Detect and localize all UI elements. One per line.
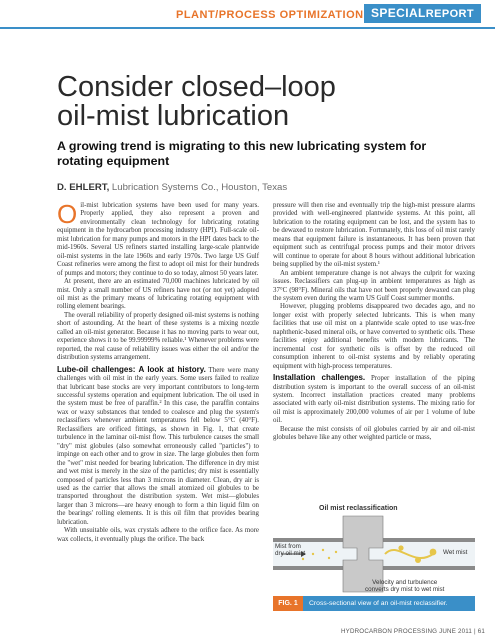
inlet-label [275, 543, 305, 557]
wet-mist-particle [398, 545, 403, 550]
paragraph: With unsuitable oils, wax crystals adhere to the orifice face. As more wax collects, it eventually plugs the orifice. The back [57, 527, 259, 543]
special-report-tag [364, 4, 481, 23]
paragraph-with-subhead [273, 374, 475, 426]
left-column [57, 199, 259, 544]
figure-caption: Cross-sectional view of an oil-mist reclassifier. [309, 600, 448, 607]
author-name: D. EHLERT, [57, 182, 110, 193]
subhead: Installation challenges. [273, 373, 366, 383]
dry-mist-particle [302, 558, 304, 560]
wet-mist-particle [430, 549, 437, 556]
paragraph: However, plugging problems disappeared two decades ago, and no longer exist with properly selected lubricants. This is when many facilities that use oil mist on a plantwide scale opted to use wax-free naphthenic-based mineral oils, or have converted to synthetic oils. These facilities enjoy additional benefits with modern lubricants. The incremental cost for synthetic oils is offset by the reduced oil consumption inherent to oil-mist systems and by reliably operating equipment with high-process temperatures. [273, 303, 475, 370]
section-label: PLANT/PROCESS OPTIMIZATION [176, 9, 364, 21]
dry-mist-particle [322, 549, 324, 551]
turbulence-label [365, 579, 444, 593]
figure-number-tag: FIG. 1 [273, 596, 303, 611]
paragraph: pressure will then rise and eventually trip the high-mist pressure alarms provided with well-engineered plantwide systems. At this point, all lubrication to the rotating equipment can be lost, and the system has to be dewaxed to restore lubrication. Fortunately, this loss of oil mist rarely means that equipment failure is instantaneous. It has been proven that equipment such as centrifugal process pumps and their motor drivers will continue to operate for about 8 hours without additional lubrication being supplied by the oil-mist system.¹ [273, 202, 475, 269]
inlet-label-line: dry oil mist [275, 550, 306, 557]
title-line-1: Consider closed–loop [57, 71, 336, 103]
figure-title: Oil mist reclassification [319, 505, 398, 512]
dry-mist-particle [312, 553, 314, 555]
figure-caption-bar [273, 596, 475, 611]
drop-cap: O [57, 199, 78, 229]
paragraph-text: There were many challenges with oil mist in the early years. Some users failed to realize that lubricant base stocks are very important contributors to long-term successful systems operation and equipment lubrication. The oil used in the system must be free of paraffin.² In this case, the paraffin contains wax or waxy substances that tended to coalesce and plug the system's reclassifiers whenever ambient temperatures fell below 5°C (40°F). Reclassifiers are orificed fittings, as shown in Fig. 1, that create turbulence in the laminar oil-mist flow. This turbulence causes the small "dry" mist globules (also somewhat erroneously called "particles") to impinge on each other and to grow in size. The large globules then form the "wet" mist needed for bearing lubrication. The difference in dry mist and wet mist is merely in the size of the particles; dry mist is essentially composed of particles less than 3 microns in diameter. Clean, dry air is used as the carrier that allows the small atomized oil globules to be transported throughout the distribution system. Wet mist—globules larger than 3 microns—are heavy enough to form a thin liquid film on the bearings' rolling elements. It is this oil film that provides bearing lubrication. [57, 366, 259, 526]
article-title [57, 73, 477, 131]
turbulence-label-line: Velocity and turbulence [372, 579, 438, 586]
paragraph-text: il-mist lubrication systems have been used for many years. Properly applied, they also represent a proven and environmentally clean technology for lubricating rotating equipment in the hydrocarbon processing industry (HPI). Full-scale oil-mist lubrication for many pumps and motors in the HPI dates back to the mid-1960s. Several US refiners started installing large-scale plantwide oil-mist systems in the late 1960s and early 1970s. Two large US Gulf Coast refineries were among the first to adopt oil mist for their hundreds of pumps and motors; they continue to do so today, almost 50 years later. [57, 202, 259, 277]
dry-mist-particle [328, 557, 330, 559]
tag-part2: REPORT [425, 8, 474, 20]
turbulence-label-line: converts dry mist to wet mist [365, 586, 445, 593]
author-affiliation: Lubrication Systems Co., Houston, Texas [111, 182, 288, 193]
paragraph: Because the mist consists of oil globules carried by air and oil-mist globules behave like any other weighted particle or mass, [273, 425, 475, 442]
outlet-label: Wet mist [443, 549, 468, 556]
header-rule [0, 27, 495, 29]
tag-part1: SPECIAL [370, 6, 426, 20]
page-footer: HYDROCARBON PROCESSING JUNE 2011 | 61 [340, 628, 485, 635]
right-column [273, 202, 475, 443]
article-deck: A growing trend is migrating to this new lubricating system for rotating equipment [57, 139, 427, 168]
paragraph: An ambient temperature change is not always the culprit for waxing issues. Reclassifiers can plug-up in ambient temperatures as high as 37°C (98°F). Mineral oils that have not been properly dewaxed can plug the system even during the warm US Gulf Coast summer months. [273, 269, 475, 302]
byline [57, 182, 477, 193]
paragraph: At present, there are an estimated 70,000 machines lubricated by oil mist. Only a small number of US refiners have not (or not yet) adopted oil mist as the primary means of lubricating rotating equipment with rolling element bearings. [57, 278, 259, 311]
inlet-label-line: Mist from [275, 543, 301, 550]
paragraph-text: Proper installation of the piping distribution system is important to the overall success of an oil-mist system. Incorrect installation practices created many problems associated with early oil-mist distribution systems. The mixing ratio for oil mist is approximately 200,000 volumes of air per 1 volume of lube oil. [273, 375, 475, 425]
page-header [0, 0, 495, 30]
wet-mist-particle [415, 557, 421, 563]
subhead: Lube-oil challenges: A look at history. [57, 364, 206, 374]
paragraph: The overall reliability of properly designed oil-mist systems is nothing short of astounding. At the heart of these systems is a mixing nozzle called an oil-mist generator. Because it has no moving parts to wear out, experience shows it to be 99.99999% reliable.¹ Whenever problems were reported, the real cause of reliability issues was either the oil and/or the distribution systems arrangement. [57, 311, 259, 362]
dry-mist-particle [335, 551, 337, 553]
paragraph-with-subhead [57, 366, 259, 528]
figure-1 [273, 501, 475, 611]
title-line-2: oil-mist lubrication [57, 100, 290, 132]
paragraph [57, 199, 259, 278]
